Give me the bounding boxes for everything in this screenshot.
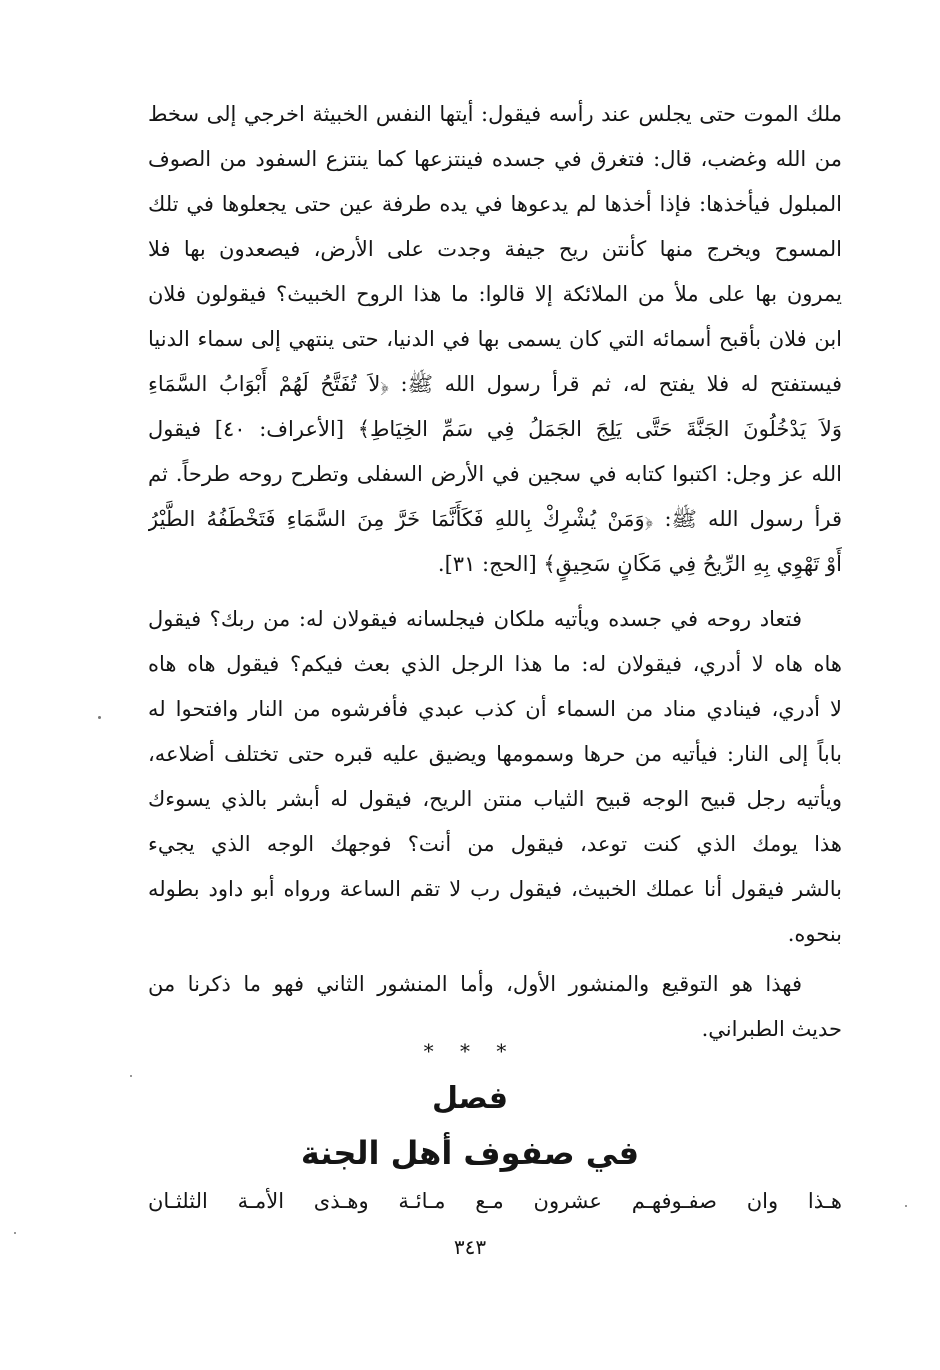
text-line: لا أدري، فينادي مناد من السماء أن كذب عبدي فأفرشوه من النار وافتحوا له xyxy=(148,697,842,721)
text-line: يمرون بها على ملأ من الملائكة إلا قالوا: ما هذا الروح الخبيث؟ فيقولون فلان xyxy=(148,282,842,306)
text-line: فتعاد روحه في جسده ويأتيه ملكان فيجلسانه فيقولان له: من ربك؟ فيقول xyxy=(148,607,802,631)
text-line: فهذا هو التوقيع والمنشور الأول، وأما المنشور الثاني فهو ما ذكرنا من xyxy=(148,972,802,996)
text-line: باباً إلى النار: فيأتيه من حرها وسمومها ويضيق عليه قبره حتى تختلف أضلاعه، xyxy=(148,742,842,766)
text-line: ويأتيه رجل قبيح الوجه قبيح الثياب منتن الريح، فيقول له أبشر بالذي يسوءك xyxy=(148,787,842,811)
text-line: حديث الطبراني. xyxy=(701,1017,842,1041)
scan-speck xyxy=(130,1075,132,1077)
text-line: هذا يومك الذي كنت توعد، فيقول من أنت؟ فوجهك الوجه الذي يجيء xyxy=(148,832,842,856)
section-subtitle: في صفوف أهل الجنة xyxy=(300,1134,640,1172)
scan-speck xyxy=(905,1205,907,1207)
text-line: المسوح ويخرج منها كأنتن ريح جيفة وجدت على الأرض، فيصعدون بها فلا xyxy=(148,237,842,261)
text-line: ابن فلان بأقبح أسمائه التي كان يسمى بها في الدنيا، حتى ينتهي إلى سماء الدنيا xyxy=(148,327,842,351)
scan-speck xyxy=(14,1232,16,1234)
page-number: ٣٤٣ xyxy=(453,1235,487,1259)
text-line: بالشر فيقول أنا عملك الخبيث، فيقول رب لا تقم الساعة ورواه أبو داود بطوله xyxy=(148,877,842,901)
text-line: بنحوه. xyxy=(787,922,842,946)
scan-speck xyxy=(98,716,101,719)
text-line: المبلول فيأخذها: فإذا أخذها لم يدعوها في يده طرفة عين حتى يجعلوها في تلك xyxy=(148,192,842,216)
section-title: فصل xyxy=(432,1081,508,1116)
text-line: ملك الموت حتى يجلس عند رأسه فيقول: أيتها النفس الخبيثة اخرجي إلى سخط xyxy=(148,102,842,126)
text-line: هاه هاه لا أدري، فيقولان له: ما هذا الرجل الذي بعث فيكم؟ فيقول هاه هاه xyxy=(148,652,842,676)
text-line: الله عز وجل: اكتبوا كتابه في سجين في الأرض السفلى وتطرح روحه طرحاً. ثم xyxy=(148,462,842,486)
section-separator: * * * xyxy=(423,1039,517,1063)
text-line: من الله وغضب، قال: فتغرق في جسده فينتزعها كما ينتزع السفود من الصوف xyxy=(148,147,842,171)
text-line: قرأ رسول الله ﷺ: ﴿وَمَنْ يُشْرِكْ بِاللهِ فَكَأَنَّمَا خَرَّ مِنَ السَّمَاءِ فَتَخْطَفُهُ الطَّيْرُ xyxy=(148,507,842,531)
text-line: وَلاَ يَدْخُلُونَ الجَنَّةَ حَتَّى يَلِجَ الجَمَلُ فِي سَمِّ الخِيَاطِ﴾ [الأعراف: ٤٠] فيقول xyxy=(148,417,842,441)
text-line: فيستفتح له فلا يفتح له، ثم قرأ رسول الله ﷺ: ﴿لاَ تُفَتَّحُ لَهُمْ أَبْوَابُ السَّمَاءِ xyxy=(148,372,842,396)
poem-verse: هـذا وان صفـوفهـم عشرون مـع مـائـة وهـذى الأمـة الثلثـان xyxy=(148,1189,842,1213)
text-line: أَوْ تَهْوِي بِهِ الرِّيحُ فِي مَكَانٍ سَحِيقٍ﴾ [الحج: ٣١]. xyxy=(437,552,842,576)
